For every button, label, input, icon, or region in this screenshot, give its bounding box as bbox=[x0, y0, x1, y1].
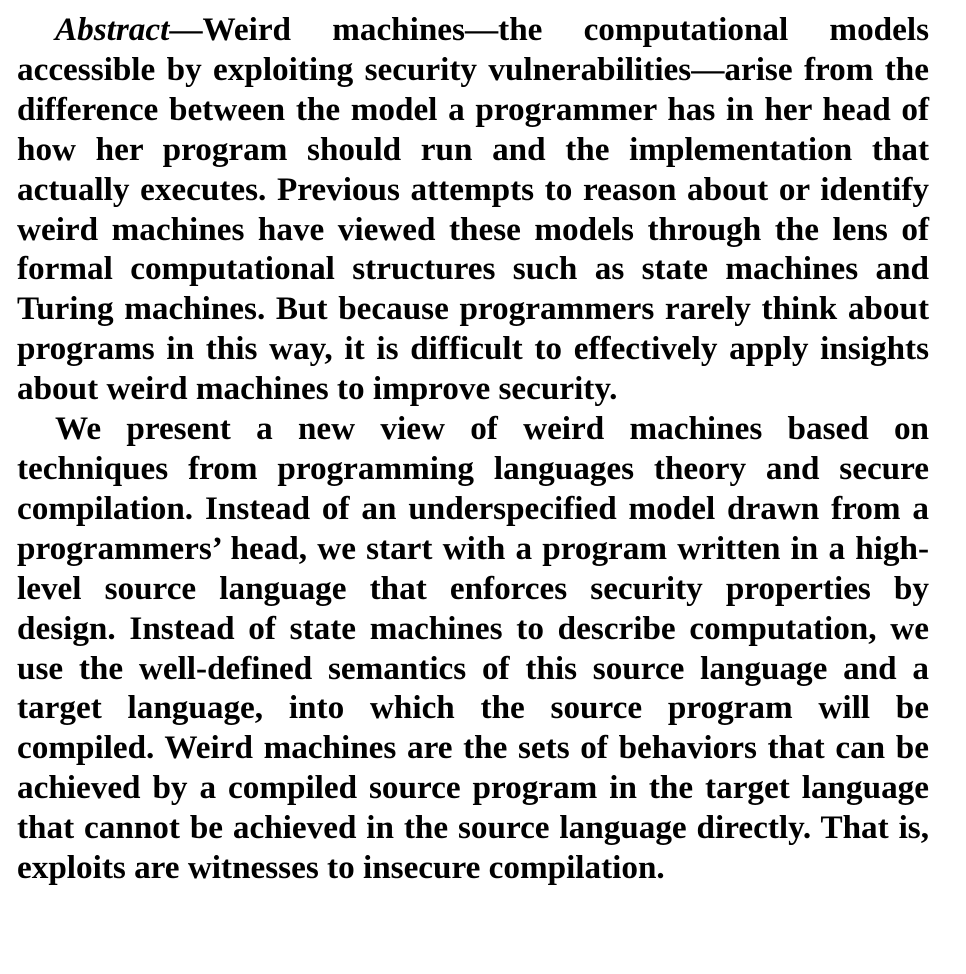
abstract-paragraph-1 bbox=[17, 10, 929, 409]
abstract-label-dash: — bbox=[169, 11, 203, 48]
abstract-label: Abstract bbox=[55, 11, 170, 48]
abstract-paragraph-1-text: Weird machines—the computational models accessible by exploiting security vulnerabilities—arise from the difference between the model a programmer has in her head of how her program should run and the implementation that actually executes. Previous attempts to reason about or identify weird machines have viewed these models through the lens of formal computational structures such as state machines and Turing machines. But because programmers rarely think about programs in this way, it is difficult to effectively apply insights about weird machines to improve security. bbox=[17, 11, 929, 408]
abstract-section bbox=[17, 10, 929, 888]
abstract-paragraph-2-text: We present a new view of weird machines based on techniques from programming languages theory and secure compilation. Instead of an underspecified model drawn from a programmers’ head, we start with a program written in a high-level source language that enforces security properties by design. Instead of state machines to describe computation, we use the well-defined semantics of this source language and a target language, into which the source program will be compiled. Weird machines are the sets of behaviors that can be achieved by a compiled source program in the target language that cannot be achieved in the source language directly. That is, exploits are witnesses to insecure compilation. bbox=[17, 410, 929, 887]
abstract-paragraph-2 bbox=[17, 409, 929, 888]
